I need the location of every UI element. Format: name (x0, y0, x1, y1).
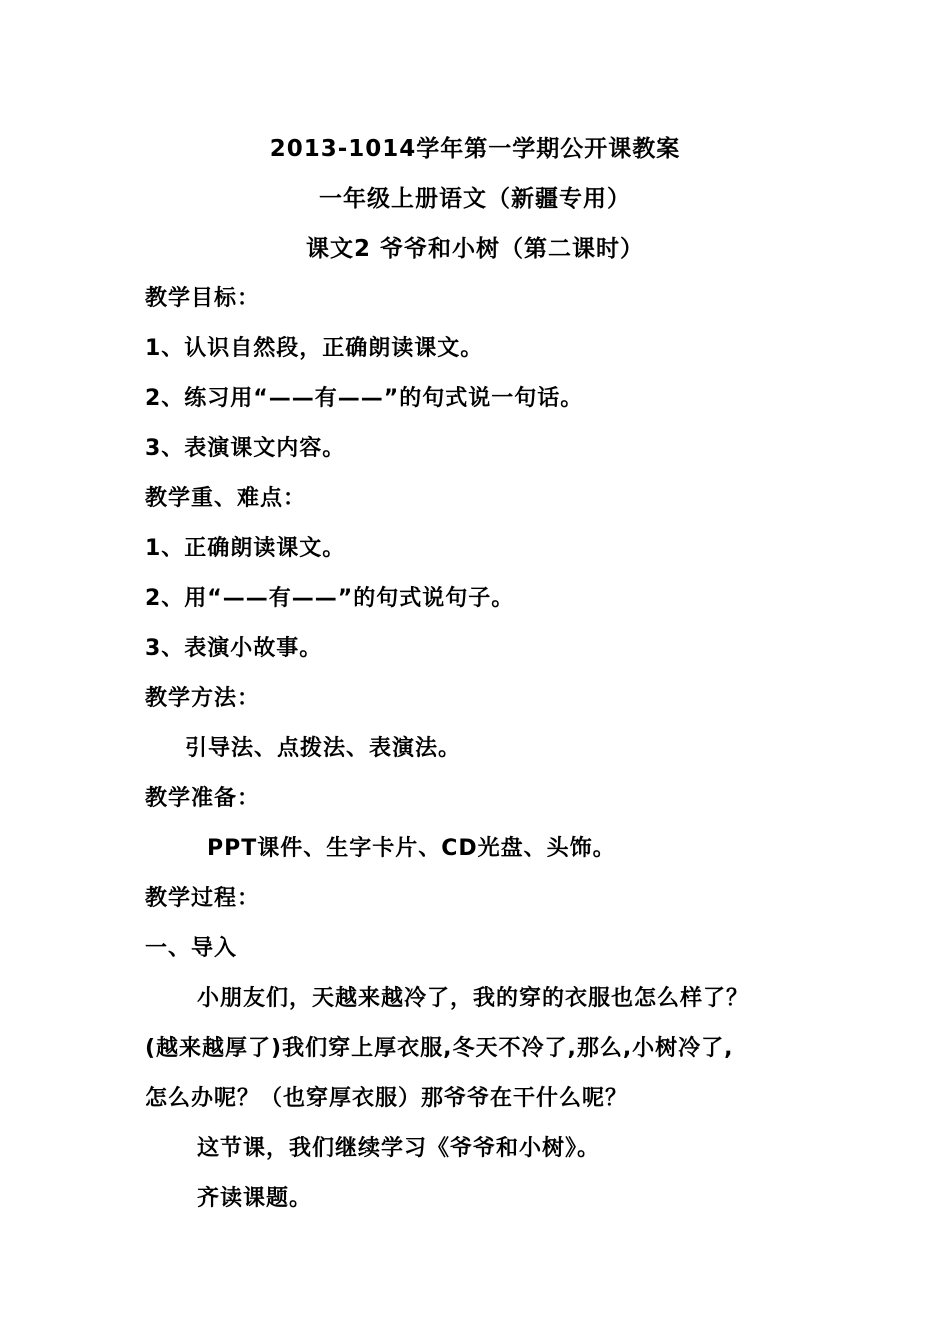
title-block (0, 124, 950, 274)
methods-text: 引导法、点拨法、表演法。 (185, 736, 462, 761)
preparation-text: PPT课件、生字卡片、CD光盘、头饰。 (207, 836, 616, 861)
objective-item: 1、认识自然段，正确朗读课文。 (145, 336, 484, 361)
key-point-item: 3、表演小故事。 (145, 636, 323, 661)
objective-item: 3、表演课文内容。 (145, 436, 346, 461)
continue-paragraph: 这节课，我们继续学习《爷爷和小树》。 (197, 1136, 601, 1161)
key-point-item: 2、用“——有——”的句式说句子。 (145, 586, 515, 611)
intro-paragraph-line: (越来越厚了)我们穿上厚衣服,冬天不冷了,那么,小树冷了, (145, 1036, 734, 1061)
lesson-title: 课文2 爷爷和小树（第二课时） (305, 236, 644, 262)
preparation-heading: 教学准备： (145, 786, 261, 811)
intro-paragraph-line: 怎么办呢？（也穿厚衣服）那爷爷在干什么呢？ (145, 1086, 629, 1111)
methods-heading: 教学方法： (145, 686, 261, 711)
section-title: 一、导入 (145, 936, 238, 961)
objective-item: 2、练习用“——有——”的句式说一句话。 (145, 386, 584, 411)
document-title: 2013-1014学年第一学期公开课教案 (269, 136, 681, 162)
key-points-heading: 教学重、难点： (145, 486, 307, 511)
process-heading: 教学过程： (145, 886, 261, 911)
lesson-body (145, 274, 835, 1224)
document-subtitle: 一年级上册语文（新疆专用） (319, 186, 631, 212)
key-point-item: 1、正确朗读课文。 (145, 536, 346, 561)
objectives-heading: 教学目标： (145, 286, 261, 311)
read-title-paragraph: 齐读课题。 (197, 1186, 313, 1211)
intro-paragraph-line: 小朋友们，天越来越冷了，我的穿的衣服也怎么样了？ (197, 986, 750, 1011)
